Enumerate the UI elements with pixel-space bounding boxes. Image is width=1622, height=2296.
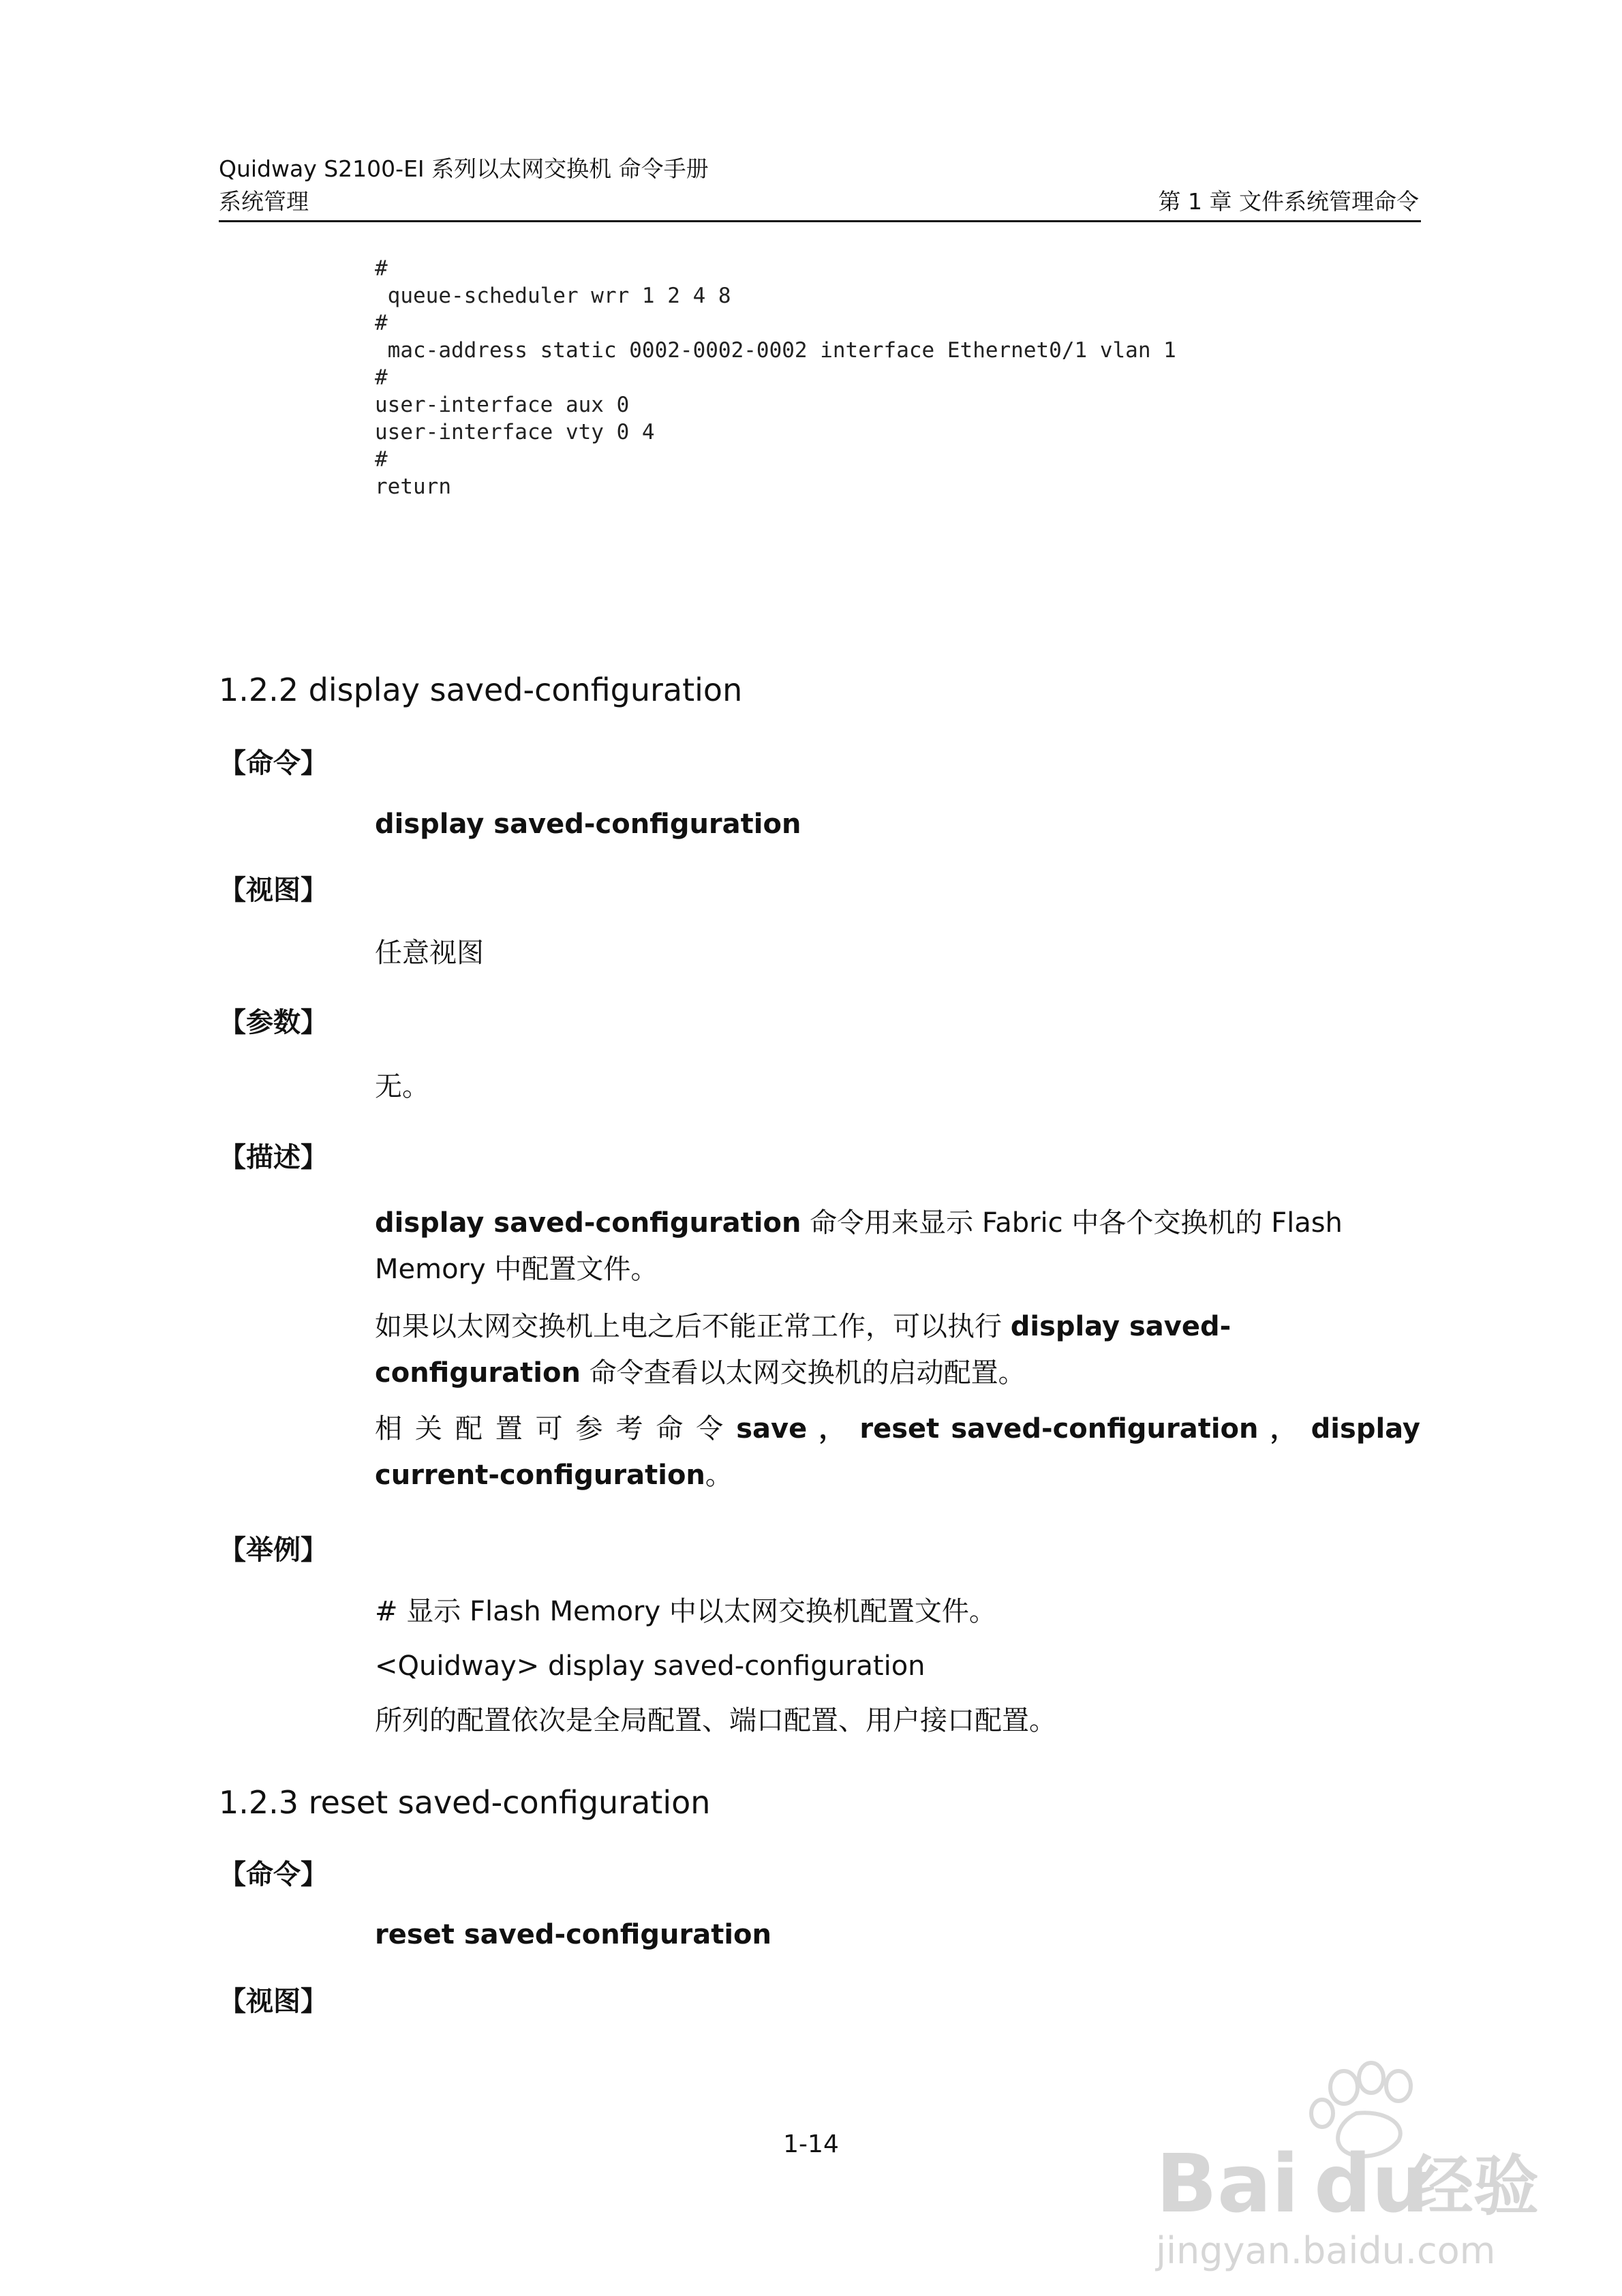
description-paragraph-3-line-2: current-configuration。: [375, 1460, 733, 1491]
view-tag: 【视图】: [219, 1986, 328, 2017]
parameter-text: 无。: [375, 1071, 429, 1102]
header-rule: [219, 220, 1421, 222]
config-code-block: [375, 255, 1176, 500]
code-line: #: [375, 365, 388, 390]
command-syntax: display saved-configuration: [375, 809, 801, 840]
command-tag: 【命令】: [219, 748, 328, 779]
example-note: 所列的配置依次是全局配置、端口配置、用户接口配置。: [375, 1705, 1056, 1736]
section-heading-display-saved-config: 1.2.2 display saved-configuration: [219, 671, 743, 708]
view-tag: 【视图】: [219, 875, 328, 906]
example-comment: # 显示 Flash Memory 中以太网交换机配置文件。: [375, 1596, 996, 1627]
code-line: #: [375, 447, 388, 472]
description-paragraph-2: 如果以太网交换机上电之后不能正常工作，可以执行 display saved-configuration 命令查看以太网交换机的启动配置。: [375, 1311, 1231, 1389]
code-line: user-interface vty 0 4: [375, 420, 655, 444]
code-line: queue-scheduler wrr 1 2 4 8: [375, 284, 731, 308]
description-paragraph-3-line-1: 相 关 配 置 可 参 考 命 令 save ， reset saved-configuration ， display: [375, 1413, 1421, 1445]
view-text: 任意视图: [375, 937, 484, 969]
watermark-url: jingyan.baidu.com: [1156, 2229, 1496, 2272]
code-line: mac-address static 0002-0002-0002 interface Ethernet0/1 vlan 1: [375, 338, 1176, 363]
example-tag: 【举例】: [219, 1535, 328, 1566]
watermark-brand: Bai: [1156, 2136, 1300, 2231]
baidu-jingyan-watermark: [1152, 2059, 1567, 2277]
header-chapter: 第 1 章 文件系统管理命令: [1158, 188, 1419, 215]
header-title: Quidway S2100-EI 系列以太网交换机 命令手册: [219, 155, 709, 182]
header-section: 系统管理: [219, 188, 309, 215]
code-line: user-interface aux 0: [375, 393, 630, 417]
description-tag: 【描述】: [219, 1142, 328, 1173]
command-syntax: reset saved-configuration: [375, 1919, 772, 1950]
command-tag: 【命令】: [219, 1859, 328, 1890]
code-line: #: [375, 311, 388, 335]
watermark-brand-du: du: [1314, 2136, 1429, 2231]
section-heading-reset-saved-config: 1.2.3 reset saved-configuration: [219, 1784, 711, 1821]
page-number: 1-14: [783, 2130, 839, 2158]
description-paragraph-1: display saved-configuration 命令用来显示 Fabric 中各个交换机的 Flash Memory 中配置文件。: [375, 1207, 1343, 1285]
parameter-tag: 【参数】: [219, 1007, 328, 1038]
example-command: <Quidway> display saved-configuration: [375, 1650, 925, 1682]
watermark-jingyan: 经验: [1408, 2148, 1539, 2224]
code-line: #: [375, 256, 388, 281]
code-line: return: [375, 474, 451, 499]
